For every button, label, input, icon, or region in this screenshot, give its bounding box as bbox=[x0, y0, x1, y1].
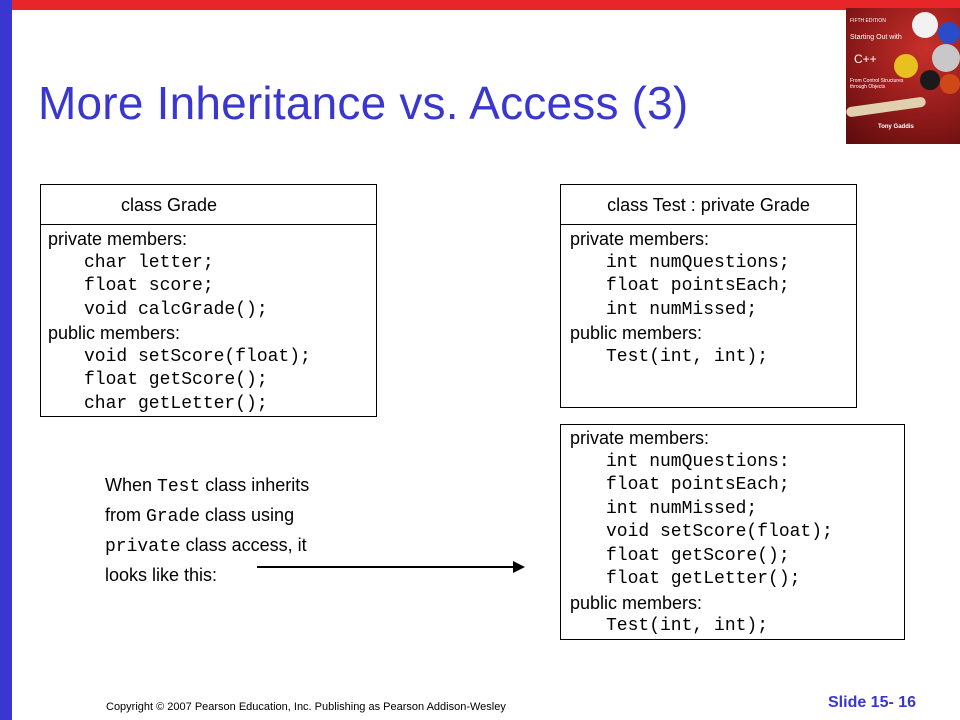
billiard-ball-icon bbox=[938, 22, 960, 44]
cue-stick-icon bbox=[846, 96, 926, 117]
explanation-line: looks like this: bbox=[105, 565, 218, 585]
member-line: Test(int, int); bbox=[606, 346, 769, 367]
cover-edition: FIFTH EDITION bbox=[850, 18, 886, 24]
billiard-ball-icon bbox=[912, 12, 938, 38]
grade-class-header: class Grade bbox=[41, 185, 376, 225]
arrow-line bbox=[257, 566, 515, 568]
member-line: private members: bbox=[48, 229, 188, 249]
billiard-ball-icon bbox=[940, 74, 960, 94]
member-line: Test(int, int); bbox=[606, 616, 769, 636]
member-line: int numQuestions; bbox=[606, 252, 790, 273]
member-line: char letter; bbox=[84, 252, 214, 273]
test-class-header: class Test : private Grade bbox=[561, 185, 856, 225]
explanation-line: When Test class inherits bbox=[105, 475, 310, 497]
member-line: int numMissed; bbox=[606, 299, 758, 320]
billiard-ball-icon bbox=[894, 54, 918, 78]
top-accent-bar bbox=[0, 0, 960, 10]
cover-title: Starting Out with bbox=[850, 34, 902, 41]
slide-number: Slide 15- 16 bbox=[828, 694, 917, 711]
member-line: float score; bbox=[84, 276, 214, 296]
code-term: Test bbox=[157, 477, 201, 497]
member-line: public members: bbox=[570, 592, 703, 613]
member-line: int numMissed; bbox=[606, 498, 758, 519]
book-cover-image bbox=[846, 8, 960, 144]
cover-subtitle: From Control Structures through Objects bbox=[850, 78, 904, 91]
billiard-ball-icon bbox=[920, 70, 940, 90]
explanation-line: from Grade class using bbox=[105, 505, 295, 527]
left-accent-bar bbox=[0, 0, 12, 720]
member-line: void setScore(float); bbox=[84, 346, 311, 367]
member-line: float getScore(); bbox=[84, 370, 268, 390]
cover-author: Tony Gaddis bbox=[878, 124, 914, 130]
test-members-list bbox=[561, 225, 856, 369]
slide-title: More Inheritance vs. Access (3) bbox=[38, 77, 689, 129]
footer-copyright: Copyright © 2007 Pearson Education, Inc. Publishing as Pearson Addison-Wesley bbox=[106, 701, 506, 713]
member-line: char getLetter(); bbox=[84, 393, 268, 414]
explanation-line: private class access, it bbox=[105, 535, 307, 557]
cover-cpp: C++ bbox=[854, 52, 877, 66]
arrow-right-icon bbox=[513, 561, 525, 573]
result-members-list bbox=[561, 425, 904, 639]
grade-class-box bbox=[40, 184, 377, 417]
code-term: Grade bbox=[146, 507, 201, 527]
grade-members-list bbox=[41, 225, 376, 416]
member-line: void setScore(float); bbox=[606, 522, 833, 542]
member-line: float pointsEach; bbox=[606, 475, 790, 495]
member-line: float getScore(); bbox=[606, 545, 790, 566]
member-line: private members: bbox=[570, 428, 710, 448]
explanation-text bbox=[105, 470, 395, 590]
member-line: float getLetter(); bbox=[606, 569, 801, 589]
inherited-result-box bbox=[560, 424, 905, 640]
member-line: void calcGrade(); bbox=[84, 299, 268, 320]
member-line: public members: bbox=[570, 323, 703, 343]
member-line: private members: bbox=[570, 229, 710, 249]
member-line: int numQuestions: bbox=[606, 451, 790, 472]
member-line: float pointsEach; bbox=[606, 276, 790, 296]
billiard-ball-icon bbox=[932, 44, 960, 72]
member-line: public members: bbox=[48, 323, 181, 343]
code-term: private bbox=[105, 537, 181, 557]
test-class-box bbox=[560, 184, 857, 408]
